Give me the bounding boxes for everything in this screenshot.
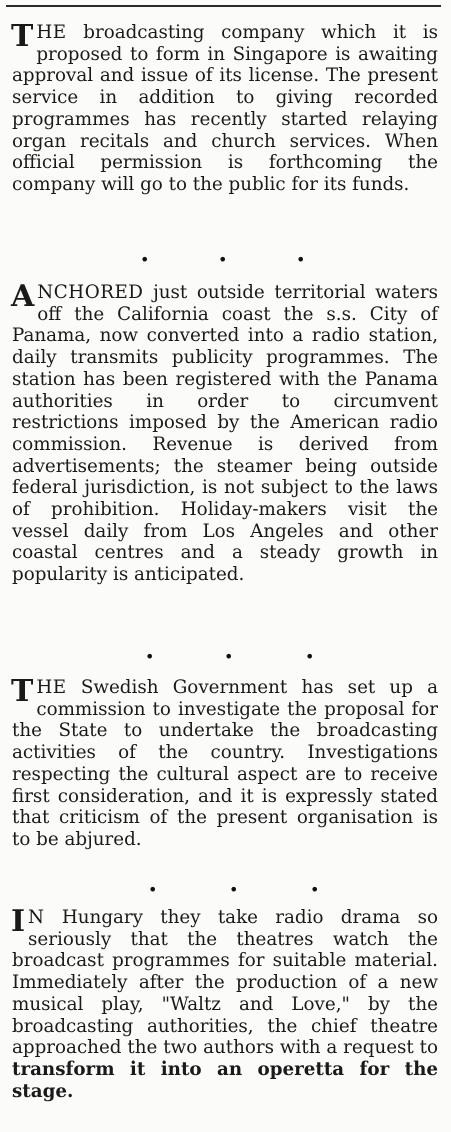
article-sweden — [11, 674, 438, 851]
article-body: just outside territorial waters off the California coast the s.s. City of Panama, now converted into a radio station, daily transmits publicity programmes. The station has been registered with the Panama authorities in order to circumvent restrictions imposed by the American radio commission. Revenue is derived from advertisements; the steamer being outside federal jurisdiction, is not subject to the laws of prohibition. Holiday-makers visit the vessel daily from Los Angeles and other coastal centres and a steady growth in popularity is anticipated. — [12, 282, 438, 586]
separator-dot: • — [310, 880, 320, 899]
lead-word: NCHORED — [37, 282, 144, 303]
separator-dot: • — [296, 250, 306, 269]
section-separator — [0, 880, 451, 899]
separator-dot: • — [229, 880, 239, 899]
drop-cap: T — [11, 674, 34, 709]
separator-dot: • — [140, 250, 150, 269]
article-body: Hungary they take radio drama so seriously that the theatres watch the broadcast programmes for suitable material. Immediately after the production of a new musical play, "Waltz and Love," by the broadcasting authorities, the chief theatre approached the two authors with a request to — [12, 907, 438, 1059]
separator-dot: • — [218, 250, 228, 269]
top-rule — [6, 5, 441, 7]
lead-word: HE — [36, 22, 67, 43]
separator-dot: • — [224, 647, 234, 666]
drop-cap: A — [11, 279, 35, 314]
separator-dot: • — [145, 647, 155, 666]
article-hungary — [11, 904, 438, 1102]
article-california — [11, 279, 438, 586]
article-body: broadcasting company which it is proposed to form in Singapore is awaiting approval and issue of its license. The present service in addition to giving recorded programmes has recently started relaying organ recitals and church services. When official permission is forthcoming the company will go to the public for its funds. — [12, 22, 438, 195]
section-separator — [0, 250, 451, 269]
separator-dot: • — [305, 647, 315, 666]
lead-word: HE — [36, 677, 67, 698]
separator-dot: • — [148, 880, 158, 899]
lead-word: N — [28, 907, 45, 928]
drop-cap: T — [11, 19, 34, 54]
article-body: Swedish Government has set up a commission to investigate the proposal for the State to undertake the broadcasting activities of the country. Investigations respecting the cultural aspect are to receive first consideration, and it is expressly stated that criticism of the present organisation is to be abjured. — [12, 677, 438, 850]
drop-cap: I — [11, 904, 26, 939]
article-closing-bold: transform it into an operetta for the stage. — [12, 1058, 438, 1102]
section-separator — [0, 647, 451, 666]
article-singapore — [11, 19, 438, 196]
